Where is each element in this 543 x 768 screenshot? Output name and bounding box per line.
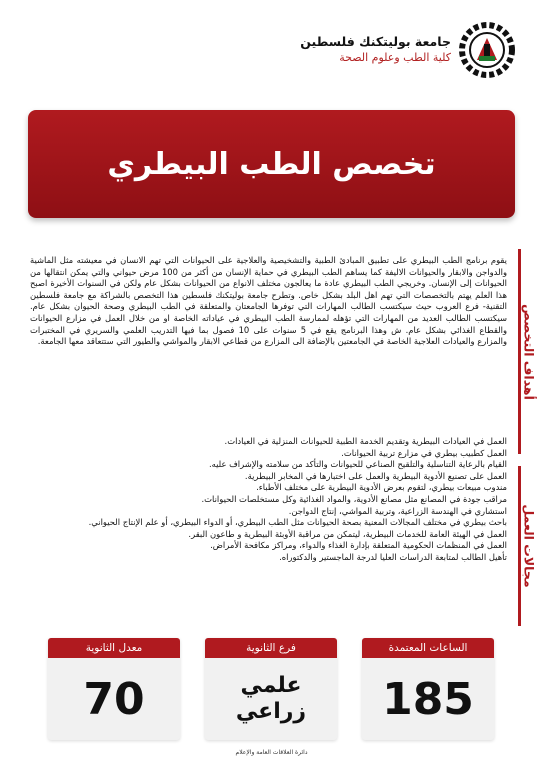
fields-sidebar bbox=[513, 466, 543, 626]
objectives-label: أهداف التخصص bbox=[521, 303, 537, 400]
list-item: العمل في المنظمات الحكومية المتعلقة بإدارة الغذاء والدواء، ومراكز مكافحة الأمراض. bbox=[210, 540, 507, 551]
school-average-label: معدل الثانوية bbox=[48, 638, 180, 658]
fields-list bbox=[30, 436, 507, 564]
title-banner bbox=[28, 110, 515, 218]
school-average-value: 70 bbox=[83, 673, 145, 725]
branch-line-2: زراعي bbox=[235, 699, 307, 724]
footer-text: دائرة العلاقات العامة والإعلام bbox=[235, 749, 308, 756]
university-logo bbox=[459, 22, 515, 78]
list-item: العمل على تصنيع الأدوية البيطرية والعمل على اختبارها في المخابر البيطرية. bbox=[244, 470, 507, 481]
fields-label: مجالات العمل bbox=[521, 504, 537, 588]
school-branch-value bbox=[205, 658, 337, 740]
school-average-card bbox=[48, 638, 180, 740]
credit-hours-card bbox=[362, 638, 494, 740]
list-item: استشاري في الهندسة الزراعية، وتربية المواشي، إنتاج الدواجن. bbox=[288, 505, 507, 516]
list-item: العمل في العيادات البيطرية وتقديم الخدمة الطبية للحيوانات المنزلية في العيادات. bbox=[224, 436, 507, 446]
header bbox=[300, 22, 515, 78]
objectives-sidebar bbox=[513, 249, 543, 454]
school-branch-label: فرع الثانوية bbox=[205, 638, 337, 658]
list-item: باحث بيطري في مختلف المجالات المعنية بصحة الحيوانات مثل الطب البيطري، أو الدواء البيطري، أو علم الإنتاج الحيواني. bbox=[88, 517, 507, 528]
school-branch-card bbox=[205, 638, 337, 740]
university-name: جامعة بوليتكنك فلسطين bbox=[300, 34, 451, 49]
list-item: مراقب جودة في المصانع مثل مصانع الأدوية، والمواد الغذائية وكل مستخلصات الحيوانات. bbox=[201, 493, 507, 504]
page-title: تخصص الطب البيطري bbox=[107, 146, 436, 182]
list-item: العمل في الهيئة العامة للخدمات البيطرية، ليتمكن من مراقبة الأوبئة البيطرية و طاعون البقر. bbox=[188, 528, 507, 539]
list-item: القيام بالرعاية التناسلية والتلقيح الصناعي للحيوانات والتأكد من سلامته والإشراف عليه. bbox=[209, 459, 507, 470]
college-name: كلية الطب وعلوم الصحة bbox=[339, 51, 451, 64]
credit-hours-label: الساعات المعتمدة bbox=[362, 638, 494, 658]
credit-hours-value: 185 bbox=[382, 673, 474, 725]
description-paragraph: يقوم برنامج الطب البيطري على تطبيق المبادئ الطبية والتشخيصية والعلاجية على الحيوانات التي تهم الانسان في معيشته مثل الماشية والدواجن والابقار والحيوانات الاليفة كما يساهم الطب البيطري في حماية الإنسان من أكثر من 100 مرض حيواني والتي يمكن انتقالها من الحيوانات إلى الإنسان. وخريجي الطب البيطري عادة ما يعالجون مختلف الانواع من الحيوانات بشكل عام ولكن في السنوات الأخيرة اصبح هذا العلم يهتم بالتخصصات التي تهم اهل البلد بشكل خاص. وتطرح جامعة بوليتكنك فلسطين هذا التخصص بالشراكة مع جامعة فلسطين التقنية- فرع العروب حيث سيكتسب الطالب المهارات التي توفرها الجامعتان والمتعلقة في الطب البيطري وصحة الحيوان بشكل عام. سيكتسب الطالب العديد من المهارات التي تؤهله لممارسة الطب البيطري في عياداته الخاصة او من خلال العمل في مزارع الحيوانات والقطاع الغذائي بشكل عام. ش وهذا البرنامج يقع في 5 سنوات على 10 فصول بما فيها التدريب العلمي والسريري في المختبرات والمزارع والعيادات العلاجية الخاصة في الجامعتين بالإضافة الى المزارع من قطاعي الابقار والمواشي والطيور التي ستتعاقد معها الجامعة. bbox=[30, 255, 507, 347]
branch-line-1: علمي bbox=[240, 673, 302, 698]
list-item: مندوب مبيعات بيطري، لتقوم بعرض الأدوية البيطرية على مختلف الأطباء. bbox=[256, 482, 507, 493]
list-item: العمل كطبيب بيطري في مزارع تربية الحيوانات. bbox=[341, 447, 507, 458]
list-item: تأهيل الطالب لمتابعة الدراسات العليا لدرجة الماجستير والدكتوراه. bbox=[279, 551, 507, 562]
